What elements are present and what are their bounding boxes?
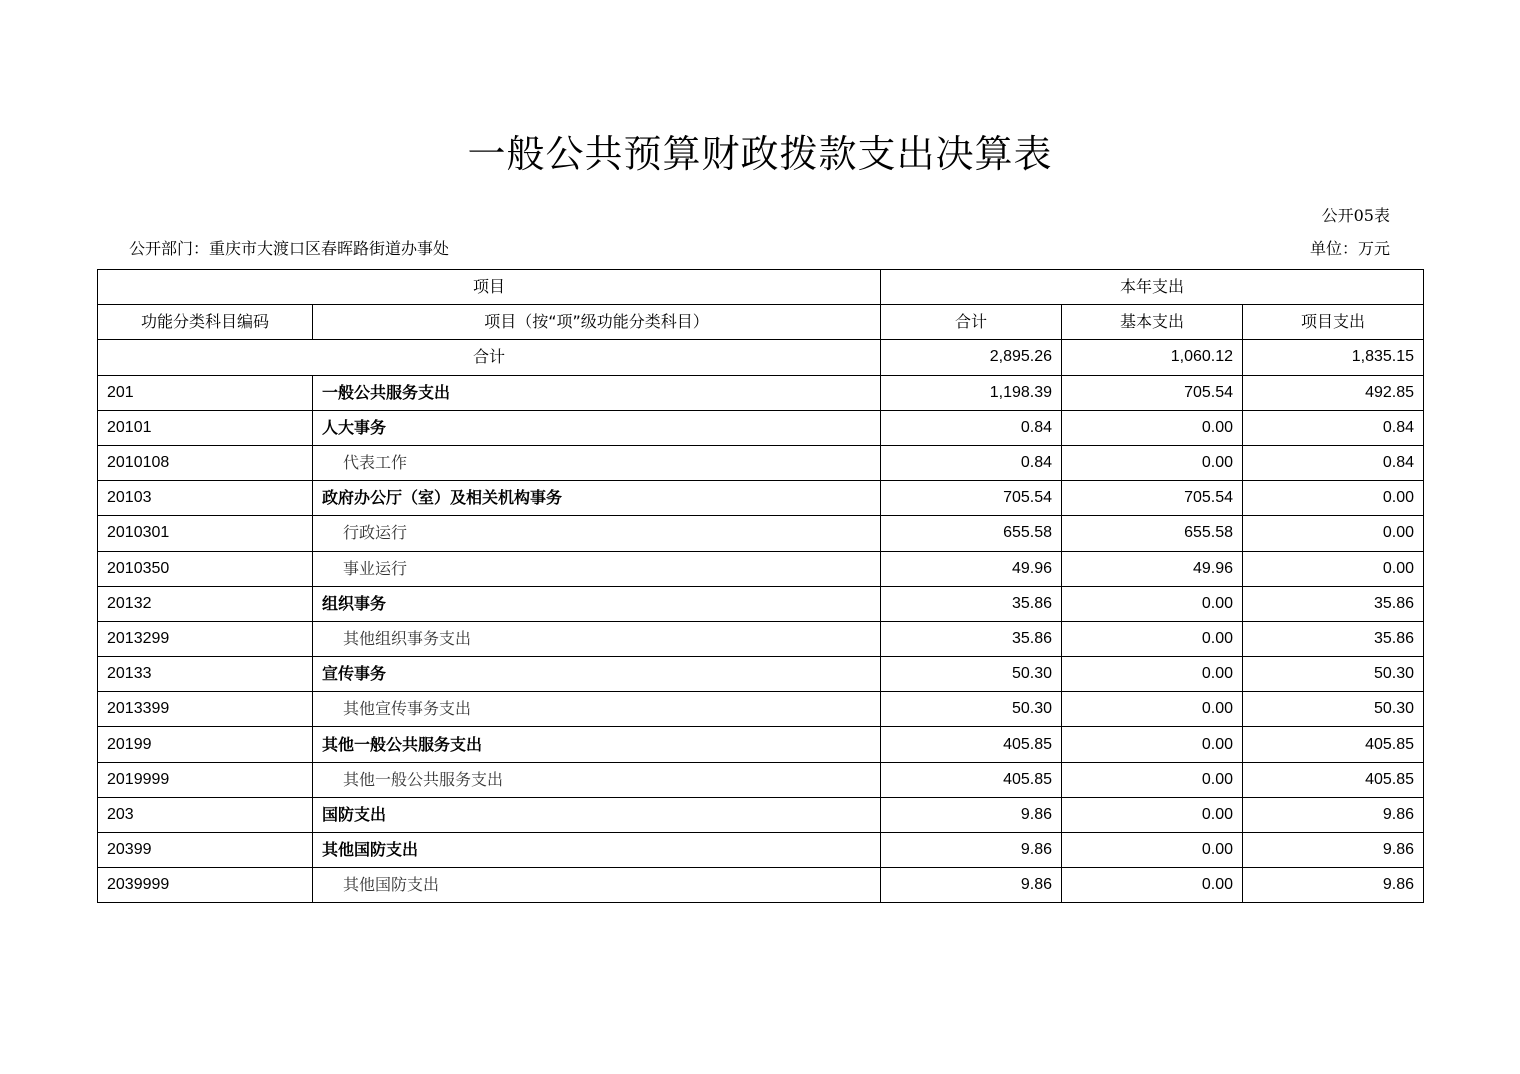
row-total: 49.96 (881, 551, 1062, 586)
row-total: 50.30 (881, 692, 1062, 727)
row-code: 2010301 (98, 516, 313, 551)
row-name: 人大事务 (313, 410, 881, 445)
row-code: 20133 (98, 657, 313, 692)
row-code: 2013399 (98, 692, 313, 727)
row-code: 2013299 (98, 621, 313, 656)
row-total: 405.85 (881, 727, 1062, 762)
row-total: 9.86 (881, 833, 1062, 868)
header-code: 功能分类科目编码 (98, 305, 313, 340)
row-code: 20103 (98, 481, 313, 516)
header-name: 项目（按“项”级功能分类科目） (313, 305, 881, 340)
row-total: 9.86 (881, 868, 1062, 903)
row-code: 203 (98, 797, 313, 832)
table-row (98, 727, 1424, 762)
row-project: 492.85 (1243, 375, 1424, 410)
row-name: 其他一般公共服务支出 (313, 727, 881, 762)
header-item: 项目 (98, 270, 881, 305)
row-name: 组织事务 (313, 586, 881, 621)
row-code: 201 (98, 375, 313, 410)
department-label: 公开部门：重庆市大渡口区春晖路街道办事处 (129, 239, 450, 258)
row-name: 政府办公厅（室）及相关机构事务 (313, 481, 881, 516)
row-basic: 0.00 (1062, 797, 1243, 832)
row-basic: 0.00 (1062, 833, 1243, 868)
row-project: 405.85 (1243, 727, 1424, 762)
row-project: 0.00 (1243, 481, 1424, 516)
row-basic: 0.00 (1062, 692, 1243, 727)
total-row (98, 340, 1424, 375)
row-project: 0.84 (1243, 445, 1424, 480)
row-name: 其他宣传事务支出 (313, 692, 881, 727)
table-row (98, 657, 1424, 692)
row-total: 1,198.39 (881, 375, 1062, 410)
header-basic: 基本支出 (1062, 305, 1243, 340)
total-project: 1,835.15 (1243, 340, 1424, 375)
row-total: 405.85 (881, 762, 1062, 797)
header-current-year: 本年支出 (881, 270, 1424, 305)
row-project: 405.85 (1243, 762, 1424, 797)
row-project: 9.86 (1243, 797, 1424, 832)
row-basic: 0.00 (1062, 762, 1243, 797)
row-total: 705.54 (881, 481, 1062, 516)
row-project: 9.86 (1243, 833, 1424, 868)
row-total: 0.84 (881, 445, 1062, 480)
row-basic: 0.00 (1062, 868, 1243, 903)
row-total: 0.84 (881, 410, 1062, 445)
row-code: 20101 (98, 410, 313, 445)
form-number: 公开05表 (1321, 206, 1390, 225)
table-row (98, 375, 1424, 410)
budget-table (97, 269, 1424, 903)
row-project: 0.00 (1243, 551, 1424, 586)
table-row (98, 551, 1424, 586)
row-name: 宣传事务 (313, 657, 881, 692)
row-code: 2010350 (98, 551, 313, 586)
row-name: 其他国防支出 (313, 833, 881, 868)
row-name: 事业运行 (313, 551, 881, 586)
row-total: 35.86 (881, 586, 1062, 621)
row-name: 代表工作 (313, 445, 881, 480)
row-name: 其他国防支出 (313, 868, 881, 903)
row-code: 2010108 (98, 445, 313, 480)
header-row-1 (98, 270, 1424, 305)
table-row (98, 410, 1424, 445)
row-basic: 0.00 (1062, 410, 1243, 445)
row-project: 50.30 (1243, 657, 1424, 692)
row-basic: 49.96 (1062, 551, 1243, 586)
row-total: 50.30 (881, 657, 1062, 692)
row-code: 2019999 (98, 762, 313, 797)
row-name: 国防支出 (313, 797, 881, 832)
row-project: 0.84 (1243, 410, 1424, 445)
unit-label: 单位：万元 (1309, 239, 1390, 258)
row-basic: 705.54 (1062, 375, 1243, 410)
table-row (98, 586, 1424, 621)
row-code: 20199 (98, 727, 313, 762)
table-row (98, 692, 1424, 727)
total-total: 2,895.26 (881, 340, 1062, 375)
row-name: 其他组织事务支出 (313, 621, 881, 656)
row-project: 35.86 (1243, 621, 1424, 656)
row-basic: 705.54 (1062, 481, 1243, 516)
row-project: 9.86 (1243, 868, 1424, 903)
total-label: 合计 (98, 340, 881, 375)
table-row (98, 833, 1424, 868)
table-row (98, 797, 1424, 832)
row-name: 行政运行 (313, 516, 881, 551)
row-basic: 655.58 (1062, 516, 1243, 551)
table-row (98, 868, 1424, 903)
table-row (98, 621, 1424, 656)
row-basic: 0.00 (1062, 586, 1243, 621)
row-total: 35.86 (881, 621, 1062, 656)
row-total: 655.58 (881, 516, 1062, 551)
row-total: 9.86 (881, 797, 1062, 832)
table-row (98, 481, 1424, 516)
row-basic: 0.00 (1062, 657, 1243, 692)
header-project: 项目支出 (1243, 305, 1424, 340)
row-code: 2039999 (98, 868, 313, 903)
row-project: 50.30 (1243, 692, 1424, 727)
header-total: 合计 (881, 305, 1062, 340)
row-project: 35.86 (1243, 586, 1424, 621)
table-row (98, 445, 1424, 480)
table-row (98, 762, 1424, 797)
total-basic: 1,060.12 (1062, 340, 1243, 375)
page-title: 一般公共预算财政拨款支出决算表 (467, 132, 1053, 176)
header-row-2 (98, 305, 1424, 340)
table-row (98, 516, 1424, 551)
row-basic: 0.00 (1062, 621, 1243, 656)
row-project: 0.00 (1243, 516, 1424, 551)
row-name: 一般公共服务支出 (313, 375, 881, 410)
row-code: 20132 (98, 586, 313, 621)
row-basic: 0.00 (1062, 727, 1243, 762)
row-code: 20399 (98, 833, 313, 868)
row-basic: 0.00 (1062, 445, 1243, 480)
row-name: 其他一般公共服务支出 (313, 762, 881, 797)
